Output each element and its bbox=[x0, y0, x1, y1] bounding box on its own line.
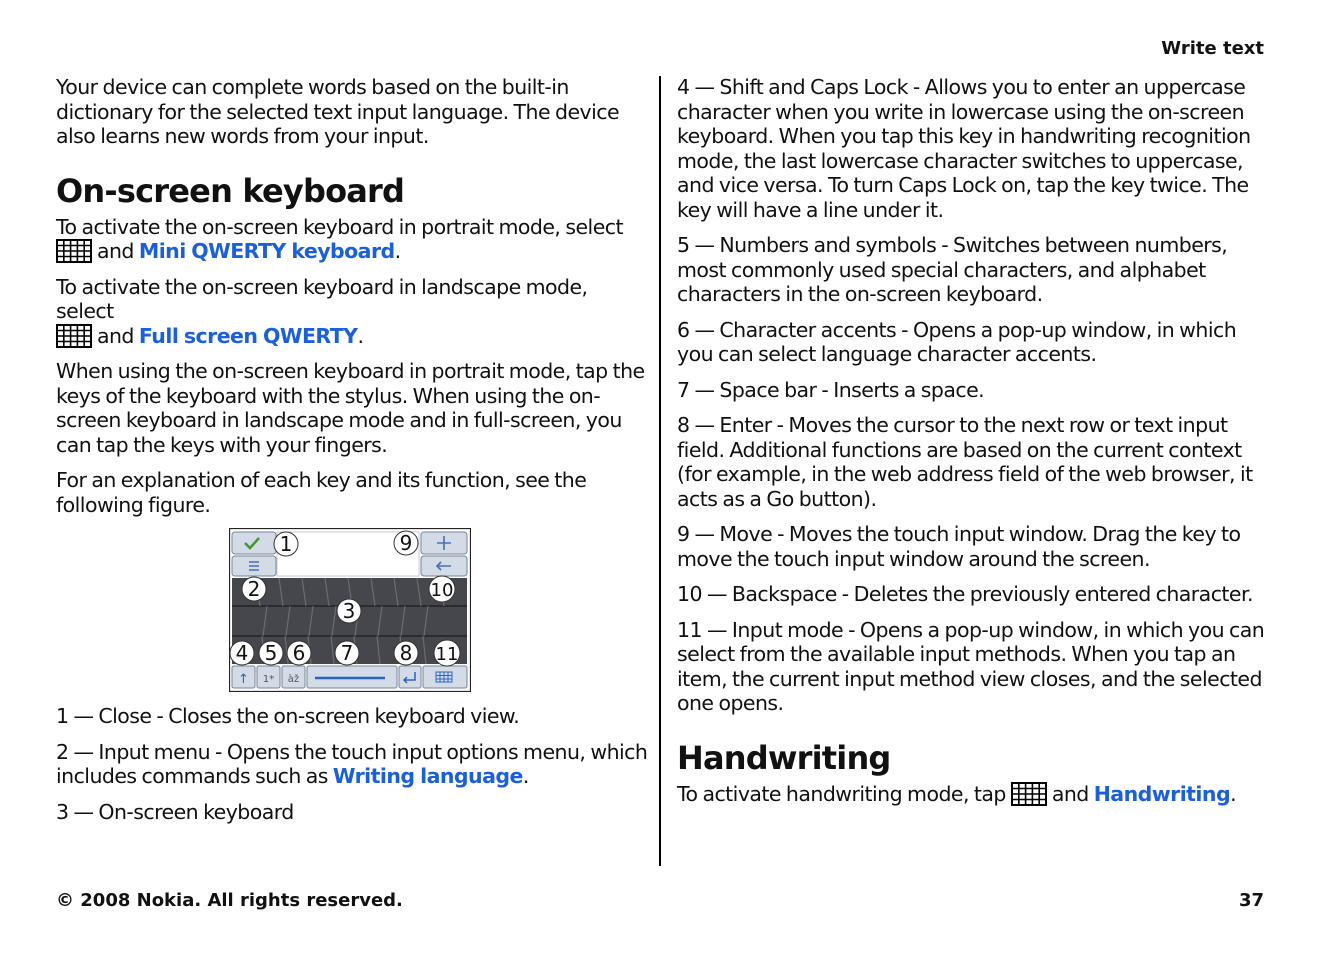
figure-label-1: 1 bbox=[279, 532, 293, 556]
input-mode-key bbox=[423, 666, 467, 688]
shift-key-glyph: ↑ bbox=[238, 672, 249, 687]
writing-language-link[interactable]: Writing language bbox=[332, 764, 523, 788]
intro-paragraph: Your device can complete words based on the built-in dictionary for the selected text input language. The device also learns new words from your input. bbox=[56, 75, 620, 148]
grid-menu-icon bbox=[56, 324, 92, 348]
item-11: 11 — Input mode - Opens a pop-up window, in which you can select from the available input methods. When you tap an item, the current input method view closes, and the selected one opens. bbox=[677, 617, 1265, 715]
figure-label-5: 5 bbox=[264, 641, 278, 665]
figure-label-9: 9 bbox=[399, 531, 413, 555]
figure-label-7: 7 bbox=[340, 641, 354, 665]
copyright: © 2008 Nokia. All rights reserved. bbox=[56, 890, 403, 911]
figure-label-4: 4 bbox=[235, 641, 249, 665]
explanation-paragraph: For an explanation of each key and its function, see the following figure. bbox=[56, 468, 587, 517]
landscape-and: and bbox=[96, 323, 134, 348]
item-1: 1 — Close - Closes the on-screen keyboard view. bbox=[56, 704, 520, 728]
running-header: Write text bbox=[1161, 38, 1264, 59]
handwriting-paragraph bbox=[677, 782, 1269, 807]
figure-label-3: 3 bbox=[342, 599, 356, 623]
portrait-and: and bbox=[96, 239, 134, 263]
figure-label-6: 6 bbox=[292, 641, 306, 665]
item-7: 7 — Space bar - Inserts a space. bbox=[677, 377, 985, 402]
grid-menu-icon bbox=[1011, 782, 1047, 806]
usage-paragraph: When using the on-screen keyboard in portrait mode, tap the keys of the keyboard with the stylus. When using the on-screen keyboard in landscape mode and in full-screen, you can tap the keys with your fingers. bbox=[56, 359, 645, 457]
handwriting-link[interactable]: Handwriting bbox=[1093, 781, 1231, 806]
enter-key bbox=[399, 666, 421, 688]
hw-end: . bbox=[1230, 781, 1237, 806]
item-8: 8 — Enter - Moves the cursor to the next row or text input field. Additional functions are based on the current context (for example, in the web address field of the web browser, it acts as a Go button). bbox=[677, 413, 1253, 511]
keyboard-figure bbox=[229, 528, 471, 692]
landscape-end: . bbox=[357, 323, 364, 348]
heading-handwriting: Handwriting bbox=[677, 738, 891, 777]
item-3: 3 — On-screen keyboard bbox=[56, 799, 294, 824]
page-number: 37 bbox=[1238, 890, 1264, 911]
item-10: 10 — Backspace - Deletes the previously entered character. bbox=[677, 582, 1253, 606]
figure-label-2: 2 bbox=[247, 577, 261, 601]
figure-label-11: 11 bbox=[435, 644, 459, 665]
accents-key-glyph: àž bbox=[287, 674, 300, 685]
mini-qwerty-link[interactable]: Mini QWERTY keyboard bbox=[138, 239, 395, 263]
portrait-paragraph bbox=[56, 215, 648, 264]
item-4: 4 — Shift and Caps Lock - Allows you to enter an uppercase character when you write in lowercase using the on-screen keyboard. When you tap this key in handwriting recognition mode, the last lowercase character switches to uppercase, and vice versa. To turn Caps Lock on, tap the key twice. The key will have a line under it. bbox=[677, 75, 1251, 222]
item-2-text: 2 — Input menu - Opens the touch input options menu, which includes commands such as bbox=[56, 739, 648, 788]
item-6: 6 — Character accents - Opens a pop-up window, in which you can select language character accents. bbox=[677, 317, 1237, 366]
numbers-key-glyph: 1* bbox=[262, 674, 275, 685]
hw-and: and bbox=[1051, 781, 1089, 806]
item-2-end: . bbox=[522, 764, 529, 788]
heading-onscreen-keyboard: On-screen keyboard bbox=[56, 171, 405, 210]
landscape-text: To activate the on-screen keyboard in landscape mode, select bbox=[56, 274, 588, 323]
right-column bbox=[677, 75, 1269, 817]
grid-menu-icon bbox=[56, 239, 92, 263]
item-5: 5 — Numbers and symbols - Switches between numbers, most commonly used special characters, and alphabet characters in the on-screen keyboard. bbox=[677, 233, 1228, 306]
keyboard-illustration bbox=[229, 528, 471, 692]
portrait-text: To activate the on-screen keyboard in portrait mode, select bbox=[56, 214, 623, 239]
left-column bbox=[56, 75, 648, 835]
landscape-paragraph bbox=[56, 275, 648, 349]
hw-text: To activate handwriting mode, tap bbox=[677, 781, 1006, 806]
column-divider bbox=[659, 76, 661, 866]
full-screen-qwerty-link[interactable]: Full screen QWERTY bbox=[138, 323, 358, 348]
portrait-end: . bbox=[394, 239, 401, 263]
item-2 bbox=[56, 740, 648, 789]
figure-label-10: 10 bbox=[430, 580, 454, 601]
figure-label-8: 8 bbox=[399, 641, 413, 665]
item-9: 9 — Move - Moves the touch input window. Drag the key to move the touch input window around the screen. bbox=[677, 522, 1241, 571]
